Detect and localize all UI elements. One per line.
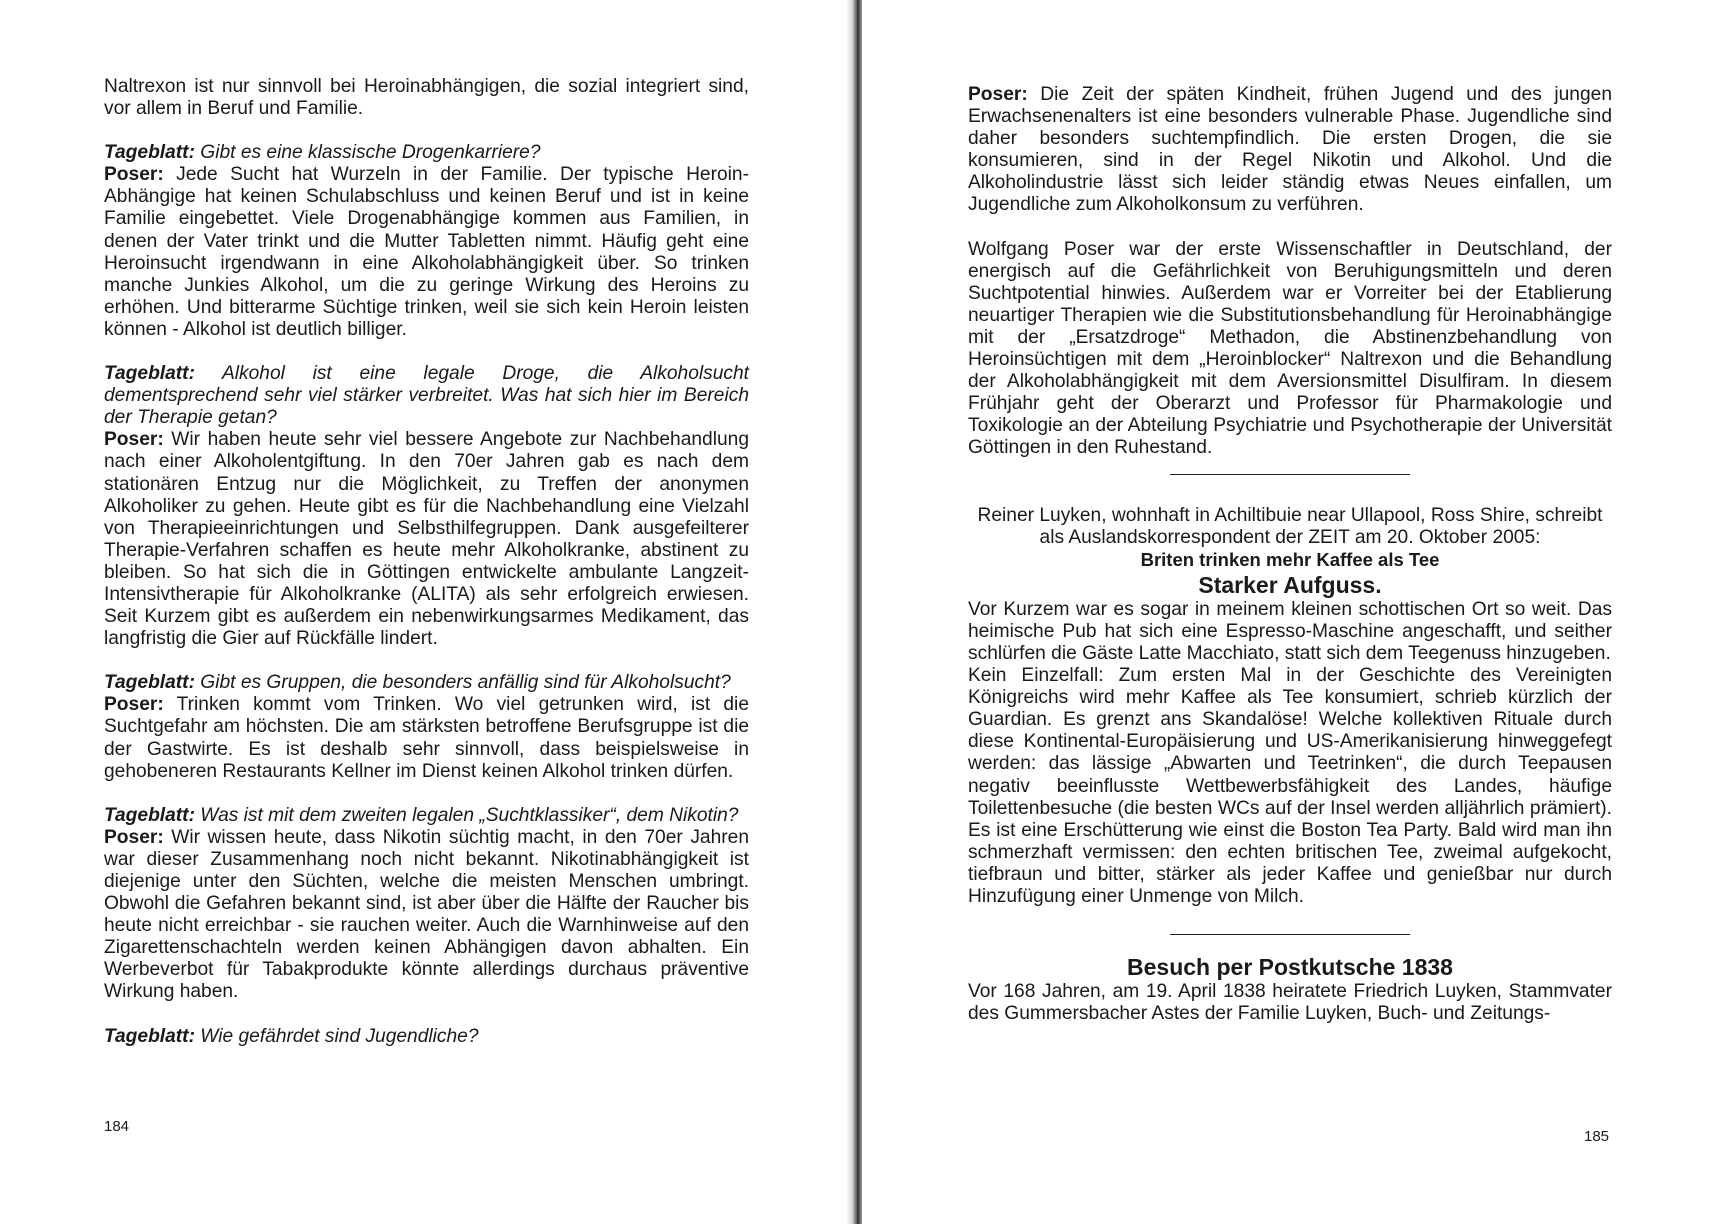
answer-text: Die Zeit der späten Kindheit, frühen Jugend und des jungen Erwachsenenalters ist eine besonders vulnerable Phase. Jugendliche sind daher besonders suchtempfindlich. Die ersten Drogen, die sie konsumieren, sind in der Regel Nikotin und Alkohol. Und die Alkoholindustrie lässt sich leider ständig etwas Neues einfallen, um Jugendliche zum Alkoholkonsum zu verführen. [968,84,1612,216]
answer-text: Wir wissen heute, dass Nikotin süchtig macht, in den 70er Jahren war dieser Zusammenhang noch nicht bekannt. Nikotinabhängigkeit ist diejenige unter den Süchten, welche die meisten Menschen umbringt. Obwohl die Gefahren bekannt sind, ist aber über die Hälfte der Raucher bis heute nicht erreichbar - sie rauchen weiter. Auch die Warnhinweise auf den Zigarettenschachteln werden keinen Abhängigen davon abhalten. Ein Werbeverbot für Tabakprodukte könnte allerdings durchaus präventive Wirkung haben. [104,826,749,1003]
speaker-label: Tageblatt: [104,672,195,694]
answer-text: Jede Sucht hat Wurzeln in der Familie. Der typische Heroin-Abhängige hat keinen Schulabschluss und keinen Beruf und ist in keine Familie eingebettet. Viele Drogenabhängige kommen aus Familien, in denen der Vater trinkt und die Mutter Tabletten nimmt. Häufig geht eine Heroinsucht irgendwann in eine Alkoholabhängigkeit über. So trinken manche Junkies Alkohol, um die zu geringe Wirkung des Heroins zu erhöhen. Und bitterarme Süchtige trinken, weil sie sich kein Heroin leisten können - Alkohol ist deutlich billiger. [104,164,749,340]
speaker-label: Poser: [104,826,164,848]
article-paragraph: Kein Einzelfall: Zum ersten Mal in der Geschichte des Vereinigten Königreichs wird mehr Kaffee als Tee konsumiert, schrieb kürzlich der Guardian. Es grenzt ans Skandalöse! Welche kollektiven Rituale durch diese Kontinental-Europäisierung und US-Amerikanisierung hinweggefegt werden: das lässige „Abwarten und Teetrinken“, die durch Teepausen negativ beeinflusste Wettbewerbsfähigkeit des Landes, häufige Toilettenbesuche (die besten WCs auf der Insel werden alljährlich prämiert). Es ist eine Erschütterung wie einst die Boston Tea Party. Bald wird man ihn schmerzhaft vermissen: den echten britischen Tee, zweimal aufgekocht, tiefbraun und bitter, stärker als jeder Kaffee und genießbar nur durch Hinzufügung einer Unmenge von Milch. [968,665,1612,907]
question-text: Was ist mit dem zweiten legalen „Suchtklassiker“, dem Nikotin? [194,804,739,826]
speaker-label: Tageblatt: [104,363,195,385]
answer-text: Wir haben heute sehr viel bessere Angebote zur Nachbehandlung nach einer Alkoholentgiftung. In den 70er Jahren gab es nach dem stationären Entzug nur die Möglichkeit, zu Treffen der anonymen Alkoholiker zu gehen. Heute gibt es für die Nachbehandlung eine Vielzahl von Therapieeinrichtungen und Selbsthilfegruppen. Dank ausgefeilterer Therapie-Verfahren schaffen es heute mehr Alkoholkranke, abstinent zu bleiben. So hat sich die in Göttingen entwickelte ambulante Langzeit-Intensivtherapie für Alkoholkranke (ALITA) als sehr erfolgreich erwiesen. Seit Kurzem gibt es außerdem ein nebenwirkungsarmes Medikament, das langfristig die Gier auf Rückfälle lindert. [104,429,749,650]
speaker-label: Tageblatt: [104,1025,195,1047]
interview-answer [968,84,1612,217]
left-page [0,0,855,1224]
section-paragraph: Vor 168 Jahren, am 19. April 1838 heiratete Friedrich Luyken, Stammvater des Gummersbacher Astes der Familie Luyken, Buch- und Zeitungs- [968,981,1612,1025]
interview-question [104,1026,749,1048]
page-number: 184 [104,1118,130,1135]
speaker-label: Poser: [104,164,164,186]
speaker-label: Poser: [968,84,1028,105]
article-title: Starker Aufguss. [1198,571,1382,598]
interview-question [104,142,749,164]
interview-answer [104,429,749,650]
article-intro: Reiner Luyken, wohnhaft in Achiltibuie near Ullapool, Ross Shire, schreibt als Auslandskorrespondent der ZEIT am 20. Oktober 2005: [977,504,1603,548]
interview-question [104,363,749,429]
page-number: 185 [1584,1128,1610,1145]
article-kicker: Briten trinken mehr Kaffee als Tee [1140,548,1440,570]
interview-answer [104,694,749,782]
right-text-column [968,84,1612,1025]
question-text: Gibt es eine klassische Drogenkarriere? [194,142,541,164]
speaker-label: Poser: [104,694,164,716]
answer-text: Trinken kommt vom Trinken. Wo viel getrunken wird, ist die Suchtgefahr am höchsten. Die am stärksten betroffene Berufsgruppe ist die der Gastwirte. Es ist deshalb sehr sinnvoll, dass beispielsweise in gehobeneren Restaurants Kellner im Dienst keinen Alkohol trinken dürfen. [104,694,749,782]
speaker-label: Tageblatt: [104,804,195,826]
question-text: Alkohol ist eine legale Droge, die Alkoholsucht dementsprechend sehr viel stärker verbreitet. Was hat sich hier im Bereich der Therapie getan? [104,363,749,429]
article-paragraph: Vor Kurzem war es sogar in meinem kleinen schottischen Ort so weit. Das heimische Pub hat sich eine Espresso-Maschine angeschafft, und seither schlürfen die Gäste Latte Macchiato, statt sich dem Teegenuss hinzugeben. [968,598,1612,664]
interview-answer [104,827,749,1004]
interview-question [104,805,749,827]
question-text: Gibt es Gruppen, die besonders anfällig sind für Alkoholsucht? [194,672,731,694]
paragraph: Naltrexon ist nur sinnvoll bei Heroinabhängigen, die sozial integriert sind, vor allem in Beruf und Familie. [104,76,749,120]
interview-question [104,672,749,694]
speaker-label: Tageblatt: [104,142,195,164]
left-text-column [104,76,749,1048]
author-bio: Wolfgang Poser war der erste Wissenschaftler in Deutschland, der energisch auf die Gefährlichkeit von Beruhigungsmitteln und deren Suchtpotential hinwies. Außerdem war er Vorreiter bei der Etablierung neuartiger Therapien wie die Substitutionsbehandlung für Heroinabhängige mit der „Ersatzdroge“ Methadon, die Abstinenzbehandlung von Heroinsüchtigen mit dem „Heroinblocker“ Naltrexon und die Behandlung der Alkoholabhängigkeit mit dem Aversionsmittel Disulfiram. In diesem Frühjahr geht der Oberarzt und Professor für Pharmakologie und Toxikologie an der Abteilung Psychiatrie und Psychotherapie der Universität Göttingen in den Ruhestand. [968,238,1612,459]
right-page [862,0,1718,1224]
question-text: Wie gefährdet sind Jugendliche? [194,1025,479,1047]
speaker-label: Poser: [104,429,164,451]
interview-answer [104,164,749,341]
section-title: Besuch per Postkutsche 1838 [1127,954,1453,981]
